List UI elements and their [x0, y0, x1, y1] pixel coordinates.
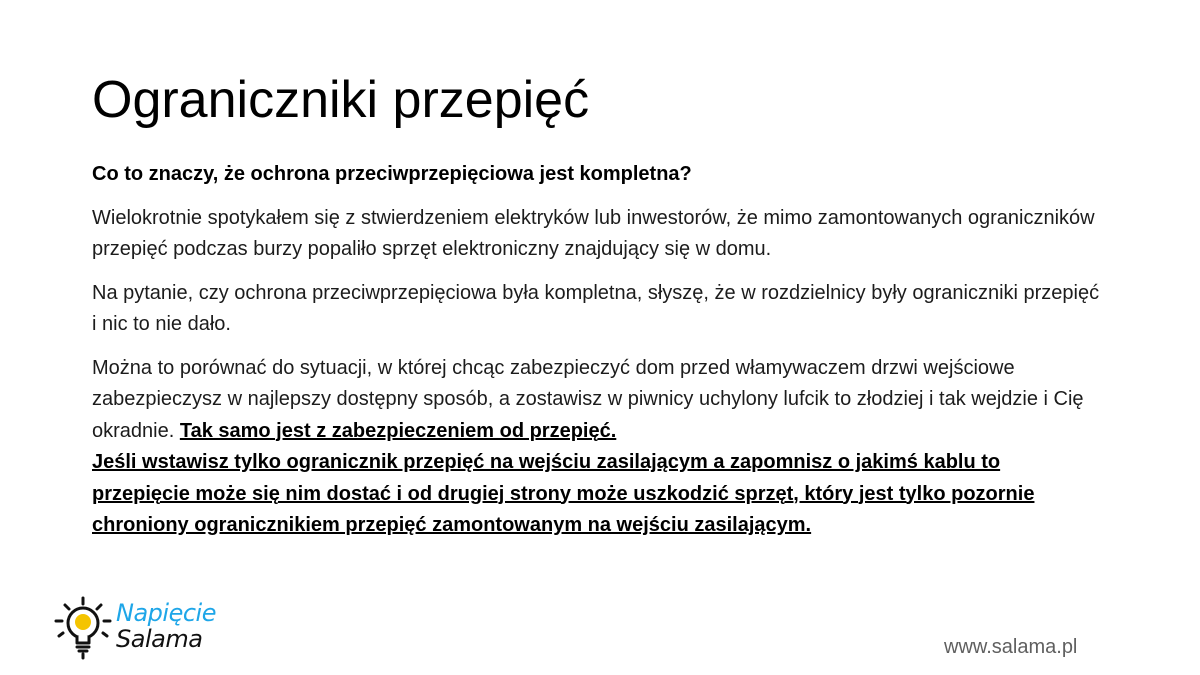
- logo-text: [116, 600, 216, 652]
- lightbulb-icon: [52, 596, 118, 662]
- slide-title: Ograniczniki przepięć: [92, 71, 590, 129]
- brand-logo: [52, 596, 242, 662]
- logo-line-2: Salama: [116, 625, 203, 653]
- paragraph-3-text: Można to porównać do sytuacji, w której chcąc zabezpieczyć dom przed włamywaczem drzwi wejściowe zabezpieczysz w najlepszy dostępny sposób, a zostawisz w piwnicy uchylony lufcik to złodziej i tak wejdzie i Cię okradnie.: [92, 356, 1084, 442]
- emphasis-sentence: Tak samo jest z zabezpieczeniem od przepięć.: [179, 419, 617, 442]
- question-heading: Co to znaczy, że ochrona przeciwprzepięciowa jest kompletna?: [92, 163, 692, 185]
- paragraph-1: Wielokrotnie spotykałem się z stwierdzeniem elektryków lub inwestorów, że mimo zamontowanych ograniczników przepięć podczas burzy popaliło sprzęt elektroniczny znajdujący się w domu.: [92, 206, 1095, 260]
- paragraph-3: [92, 353, 1102, 542]
- paragraph-2: Na pytanie, czy ochrona przeciwprzepięciowa była kompletna, słyszę, że w rozdzielnicy były ograniczniki przepięć i nic to nie dało.: [92, 281, 1100, 335]
- emphasis-conclusion: Jeśli wstawisz tylko ogranicznik przepięć na wejściu zasilającym a zapomnisz o jakimś kablu to przepięcie może się nim dostać i od drugiej strony może uszkodzić sprzęt, który jest tylko pozornie chroniony ogranicznikiem przepięć zamontowanym na wejściu zasilającym.: [92, 451, 1035, 536]
- logo-line-1: Napięcie: [116, 599, 216, 627]
- slide-content: [92, 159, 1102, 554]
- footer-url: www.salama.pl: [944, 636, 1078, 658]
